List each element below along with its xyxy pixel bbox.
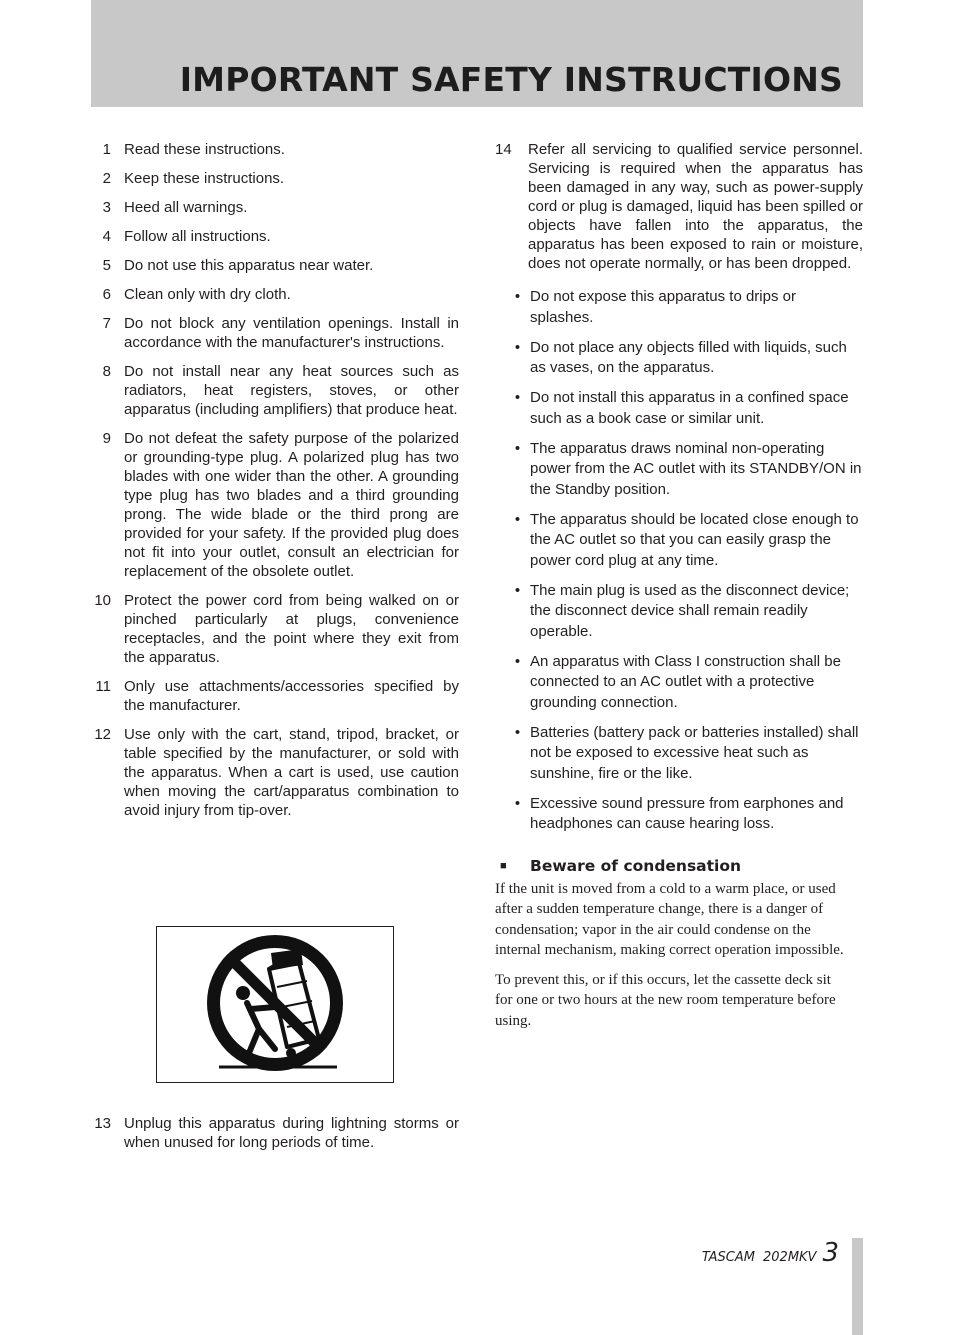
instruction-item bbox=[91, 1114, 459, 1152]
instruction-number: 2 bbox=[102, 170, 111, 187]
instruction-number: 8 bbox=[102, 363, 111, 380]
instruction-text: Unplug this apparatus during lightning storms or when unused for long periods of time. bbox=[124, 1115, 459, 1151]
bullet-text: The apparatus draws nominal non-operating power from the AC outlet with its STANDBY/ON in the Standby position. bbox=[530, 439, 862, 498]
instruction-number: 13 bbox=[94, 1115, 111, 1132]
instruction-number: 12 bbox=[94, 726, 111, 743]
bullet-text: An apparatus with Class I construction shall be connected to an AC outlet with a protective grounding connection. bbox=[530, 652, 841, 711]
bullet-text: Batteries (battery pack or batteries installed) shall not be exposed to excessive heat such as sunshine, fire or the like. bbox=[530, 723, 859, 782]
instruction-item bbox=[91, 725, 459, 820]
safety-bullet-item bbox=[495, 794, 863, 835]
instruction-text: Keep these instructions. bbox=[124, 170, 285, 187]
instruction-item-13-container bbox=[91, 1114, 459, 1162]
instruction-number: 7 bbox=[102, 315, 111, 332]
footer-brand: TASCAM bbox=[701, 1250, 755, 1265]
page-number: 3 bbox=[822, 1238, 839, 1268]
safety-bullet-item bbox=[495, 439, 863, 501]
instruction-number: 14 bbox=[495, 141, 512, 158]
bullet-text: Do not expose this apparatus to drips or splashes. bbox=[530, 288, 796, 326]
section-title: Beware of condensation bbox=[530, 856, 742, 875]
instruction-text: Clean only with dry cloth. bbox=[124, 286, 291, 303]
header-band bbox=[91, 0, 863, 107]
condensation-paragraph: To prevent this, or if this occurs, let the cassette deck sit for one or two hours at the new room temperature before using. bbox=[495, 971, 836, 1029]
instruction-item bbox=[91, 169, 459, 188]
instruction-item bbox=[495, 140, 863, 273]
instruction-item bbox=[91, 285, 459, 304]
instruction-item bbox=[91, 198, 459, 217]
instruction-text: Do not defeat the safety purpose of the polarized or grounding-type plug. A polarized plug has two blades with one wider than the other. A grounding type plug has two blades and a third grounding prong. The wide blade or the third prong are provided for your safety. If the provided plug does not fit into your outlet, consult an electrician for replacement of the obsolete outlet. bbox=[124, 430, 459, 580]
instruction-item bbox=[91, 227, 459, 246]
instruction-number: 4 bbox=[102, 228, 111, 245]
instruction-item bbox=[91, 677, 459, 715]
safety-bullet-item bbox=[495, 338, 863, 379]
bullet-symbol: • bbox=[514, 794, 521, 812]
instruction-text: Refer all servicing to qualified service personnel. Servicing is required when the apparatus has been damaged in any way, such as power-supply cord or plug is damaged, liquid has been spilled or objects have fallen into the apparatus, the apparatus has been exposed to rain or moisture, does not operate normally, or has been dropped. bbox=[528, 141, 863, 272]
instruction-text: Heed all warnings. bbox=[124, 199, 248, 216]
instruction-text: Do not use this apparatus near water. bbox=[124, 257, 374, 274]
safety-bullet-item bbox=[495, 388, 863, 429]
bullet-text: The apparatus should be located close enough to the AC outlet so that you can easily grasp the power cord plug at any time. bbox=[530, 510, 859, 569]
safety-bullet-item bbox=[495, 287, 863, 328]
instruction-number: 5 bbox=[102, 257, 111, 274]
bullet-symbol: • bbox=[514, 723, 521, 741]
instruction-item bbox=[91, 591, 459, 667]
instruction-text: Do not block any ventilation openings. Install in accordance with the manufacturer's instructions. bbox=[124, 315, 459, 351]
instruction-item bbox=[91, 429, 459, 581]
condensation-heading bbox=[495, 857, 863, 875]
section-marker-icon: ■ bbox=[500, 859, 507, 872]
instruction-number: 9 bbox=[102, 430, 111, 447]
bullet-symbol: • bbox=[514, 581, 521, 599]
bullet-symbol: • bbox=[514, 510, 521, 528]
safety-bullet-item bbox=[495, 723, 863, 785]
instruction-item bbox=[91, 256, 459, 275]
instruction-item bbox=[91, 140, 459, 159]
safety-bullet-item bbox=[495, 510, 863, 572]
bullet-text: Excessive sound pressure from earphones and headphones can cause hearing loss. bbox=[530, 794, 844, 832]
right-column bbox=[495, 140, 863, 1040]
bullet-text: Do not install this apparatus in a confined space such as a book case or similar unit. bbox=[530, 389, 849, 427]
footer-tab bbox=[852, 1238, 863, 1335]
bullet-symbol: • bbox=[514, 288, 521, 305]
bullet-text: The main plug is used as the disconnect device; the disconnect device shall remain readily operable. bbox=[530, 581, 850, 640]
instruction-number: 10 bbox=[94, 592, 111, 609]
page-title: IMPORTANT SAFETY INSTRUCTIONS bbox=[179, 60, 843, 99]
instruction-number: 1 bbox=[102, 141, 111, 158]
instruction-number: 11 bbox=[95, 678, 111, 695]
bullet-text: Do not place any objects filled with liquids, such as vases, on the apparatus. bbox=[530, 338, 847, 376]
safety-bullet-item bbox=[495, 652, 863, 714]
instruction-text: Do not install near any heat sources such as radiators, heat registers, stoves, or other apparatus (including amplifiers) that produce heat. bbox=[124, 363, 459, 418]
footer-model: 202MKV bbox=[763, 1250, 817, 1265]
instruction-number: 3 bbox=[102, 199, 111, 216]
instruction-item bbox=[91, 314, 459, 352]
instruction-item bbox=[91, 362, 459, 419]
bullet-symbol: • bbox=[514, 389, 521, 406]
safety-bullet-item bbox=[495, 581, 863, 643]
warning-figure bbox=[156, 926, 394, 1083]
footer bbox=[702, 1238, 839, 1268]
instruction-text: Use only with the cart, stand, tripod, bracket, or table specified by the manufacturer, or sold with the apparatus. When a cart is used, use caution when moving the cart/apparatus combination to avoid injury from tip-over. bbox=[124, 726, 459, 819]
instruction-text: Only use attachments/accessories specified by the manufacturer. bbox=[124, 678, 459, 714]
instruction-number: 6 bbox=[102, 286, 111, 303]
instruction-text: Protect the power cord from being walked on or pinched particularly at plugs, convenience receptacles, and the point where they exit from the apparatus. bbox=[124, 592, 459, 666]
bullet-symbol: • bbox=[514, 652, 521, 670]
cart-tip-over-warning-icon bbox=[157, 927, 393, 1082]
bullet-symbol: • bbox=[514, 338, 521, 356]
instruction-text: Follow all instructions. bbox=[124, 228, 271, 245]
instruction-text: Read these instructions. bbox=[124, 141, 285, 158]
bullet-symbol: • bbox=[514, 439, 521, 457]
left-column bbox=[91, 140, 459, 830]
condensation-paragraph: If the unit is moved from a cold to a warm place, or used after a sudden temperature change, there is a danger of condensation; vapor in the air could condense on the internal mechanism, making correct operation impossible. bbox=[495, 880, 844, 958]
